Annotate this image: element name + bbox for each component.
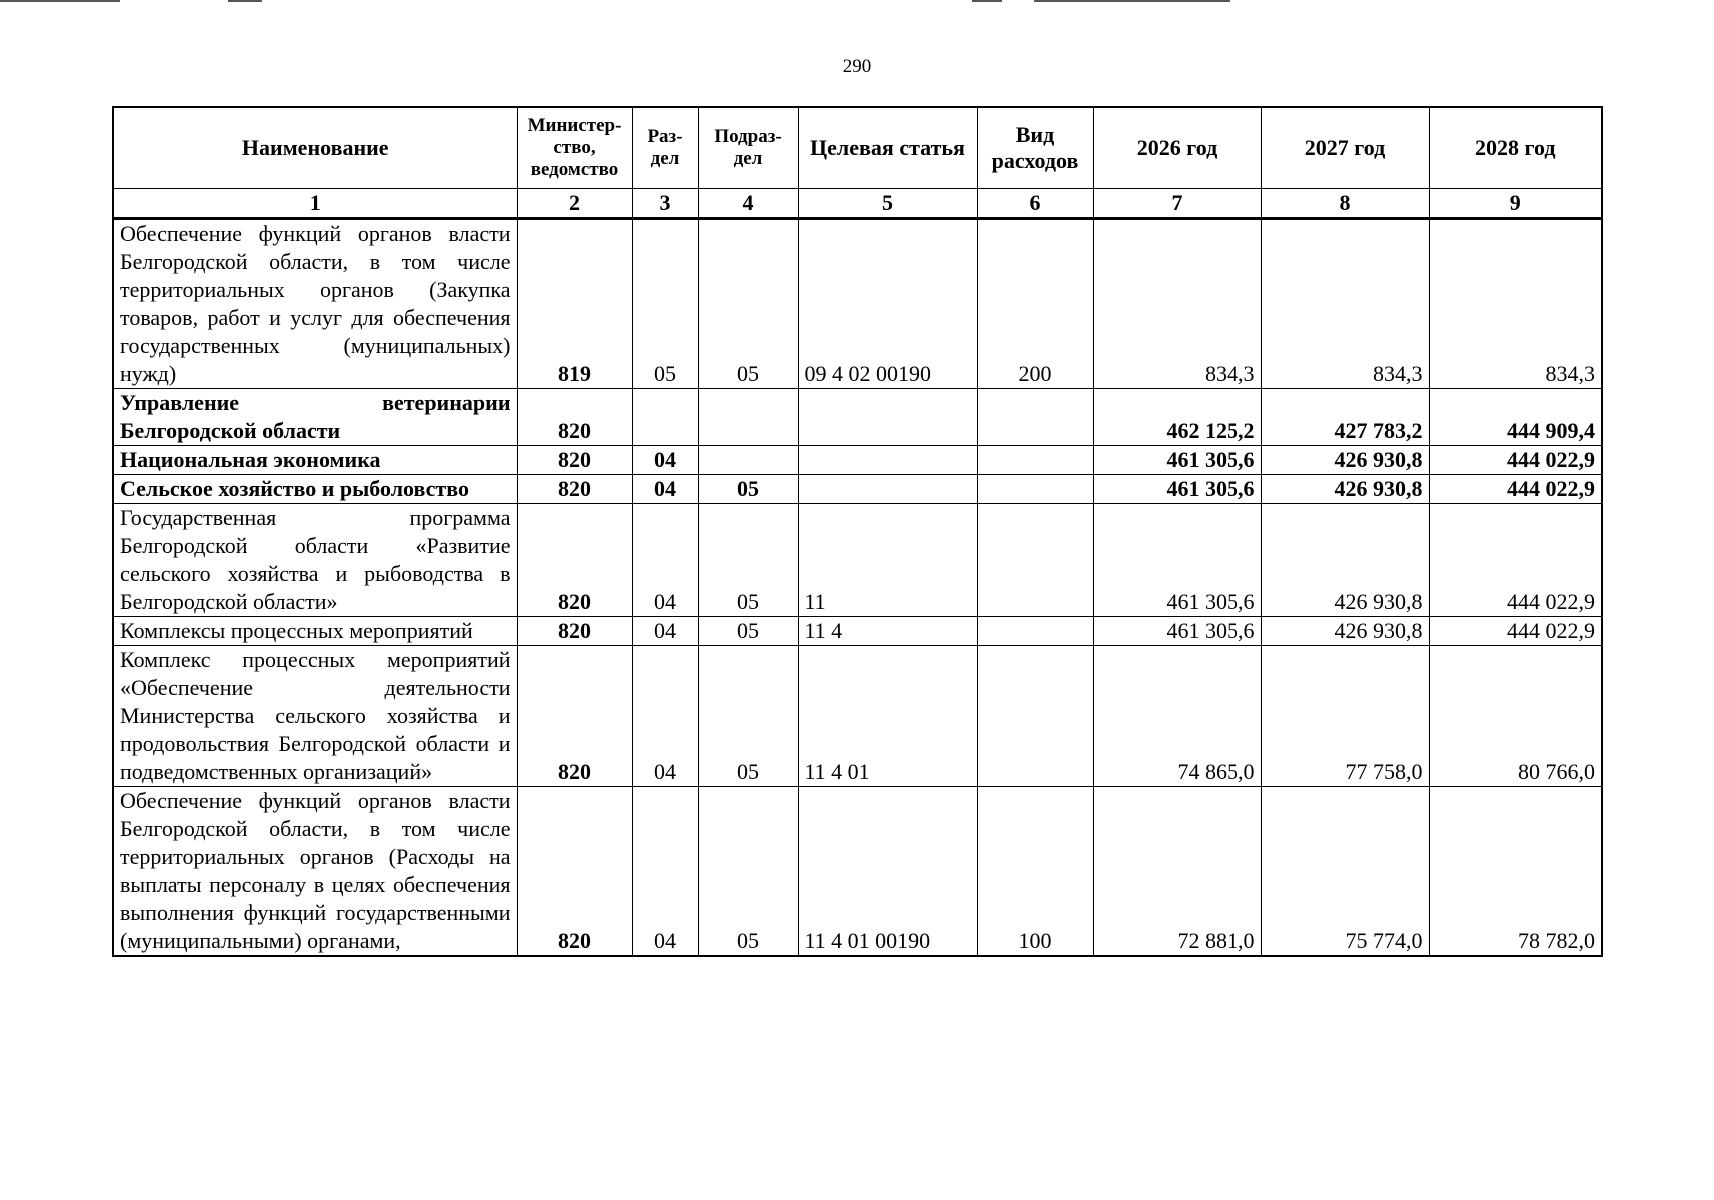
target-article-cell: 11 (798, 504, 977, 617)
amount-2026-cell: 74 865,0 (1093, 646, 1261, 787)
scan-edge-line (1034, 0, 1230, 2)
header-row (113, 107, 1602, 189)
scan-edge-line (228, 0, 262, 2)
amount-2026-cell: 461 305,6 (1093, 446, 1261, 475)
amount-2028-cell: 444 909,4 (1429, 389, 1602, 446)
amount-2026-cell: 72 881,0 (1093, 787, 1261, 957)
amount-2026-cell: 461 305,6 (1093, 475, 1261, 504)
section-cell: 04 (632, 617, 698, 646)
amount-2028-cell: 80 766,0 (1429, 646, 1602, 787)
target-article-cell (798, 389, 977, 446)
amount-2027-cell: 426 930,8 (1261, 475, 1429, 504)
row-name-cell: Национальная экономика (113, 446, 517, 475)
expense-type-cell (977, 475, 1093, 504)
subsection-cell: 05 (698, 475, 798, 504)
amount-2026-cell: 462 125,2 (1093, 389, 1261, 446)
subsection-cell: 05 (698, 617, 798, 646)
header-expense-type: Вид расходов (977, 107, 1093, 189)
column-number: 4 (698, 189, 798, 219)
ministry-cell: 820 (517, 504, 632, 617)
amount-2026-cell: 834,3 (1093, 219, 1261, 389)
table-row (113, 646, 1602, 787)
table-row (113, 787, 1602, 957)
expense-type-cell (977, 389, 1093, 446)
target-article-cell: 09 4 02 00190 (798, 219, 977, 389)
column-number: 2 (517, 189, 632, 219)
subsection-cell (698, 446, 798, 475)
amount-2028-cell: 444 022,9 (1429, 475, 1602, 504)
amount-2027-cell: 77 758,0 (1261, 646, 1429, 787)
expense-type-cell (977, 617, 1093, 646)
amount-2027-cell: 75 774,0 (1261, 787, 1429, 957)
scan-edge-line (0, 0, 120, 2)
header-2028: 2028 год (1429, 107, 1602, 189)
section-cell: 04 (632, 446, 698, 475)
page-number: 290 (842, 56, 872, 77)
amount-2028-cell: 444 022,9 (1429, 446, 1602, 475)
subsection-cell: 05 (698, 219, 798, 389)
ministry-cell: 820 (517, 446, 632, 475)
ministry-cell: 819 (517, 219, 632, 389)
column-number: 9 (1429, 189, 1602, 219)
target-article-cell: 11 4 (798, 617, 977, 646)
target-article-cell (798, 446, 977, 475)
header-section: Раз-дел (632, 107, 698, 189)
expense-type-cell (977, 446, 1093, 475)
section-cell: 04 (632, 787, 698, 957)
table-row (113, 504, 1602, 617)
subsection-cell: 05 (698, 787, 798, 957)
table-row (113, 617, 1602, 646)
ministry-cell: 820 (517, 617, 632, 646)
ministry-cell: 820 (517, 787, 632, 957)
amount-2027-cell: 426 930,8 (1261, 504, 1429, 617)
expense-type-cell: 100 (977, 787, 1093, 957)
header-name: Наименование (113, 107, 517, 189)
header-2026: 2026 год (1093, 107, 1261, 189)
table-row (113, 219, 1602, 389)
amount-2027-cell: 427 783,2 (1261, 389, 1429, 446)
amount-2028-cell: 444 022,9 (1429, 504, 1602, 617)
amount-2028-cell: 78 782,0 (1429, 787, 1602, 957)
expense-type-cell (977, 504, 1093, 617)
amount-2027-cell: 426 930,8 (1261, 446, 1429, 475)
column-number: 8 (1261, 189, 1429, 219)
table-row (113, 446, 1602, 475)
budget-table (112, 106, 1603, 957)
header-target: Целевая статья (798, 107, 977, 189)
expense-type-cell (977, 646, 1093, 787)
section-cell: 04 (632, 475, 698, 504)
subsection-cell (698, 389, 798, 446)
expense-type-cell: 200 (977, 219, 1093, 389)
ministry-cell: 820 (517, 475, 632, 504)
amount-2027-cell: 426 930,8 (1261, 617, 1429, 646)
row-name-cell: Обеспечение функций органов власти Белгородской области, в том числе территориальных органов (Расходы на выплаты персоналу в целях обеспечения выполнения функций государственными (муниципальными) органами, (113, 787, 517, 957)
section-cell: 04 (632, 504, 698, 617)
table-row (113, 475, 1602, 504)
target-article-cell: 11 4 01 00190 (798, 787, 977, 957)
column-number: 3 (632, 189, 698, 219)
section-cell: 04 (632, 646, 698, 787)
amount-2028-cell: 834,3 (1429, 219, 1602, 389)
row-name-cell: Комплексы процессных мероприятий (113, 617, 517, 646)
ministry-cell: 820 (517, 389, 632, 446)
section-cell (632, 389, 698, 446)
header-ministry: Министер-ство, ведомство (517, 107, 632, 189)
ministry-cell: 820 (517, 646, 632, 787)
column-number-row (113, 189, 1602, 219)
header-2027: 2027 год (1261, 107, 1429, 189)
section-cell: 05 (632, 219, 698, 389)
amount-2028-cell: 444 022,9 (1429, 617, 1602, 646)
row-name-cell: Сельское хозяйство и рыболовство (113, 475, 517, 504)
amount-2026-cell: 461 305,6 (1093, 617, 1261, 646)
subsection-cell: 05 (698, 646, 798, 787)
row-name-cell: Управление ветеринарии Белгородской области (113, 389, 517, 446)
header-subsection: Подраз-дел (698, 107, 798, 189)
target-article-cell (798, 475, 977, 504)
subsection-cell: 05 (698, 504, 798, 617)
column-number: 5 (798, 189, 977, 219)
column-number: 1 (113, 189, 517, 219)
target-article-cell: 11 4 01 (798, 646, 977, 787)
row-name-cell: Обеспечение функций органов власти Белгородской области, в том числе территориальных органов (Закупка товаров, работ и услуг для обеспечения государственных (муниципальных) нужд) (113, 219, 517, 389)
table-row (113, 389, 1602, 446)
row-name-cell: Комплекс процессных мероприятий «Обеспечение деятельности Министерства сельского хозяйства и продовольствия Белгородской области и подведомственных организаций» (113, 646, 517, 787)
column-number: 7 (1093, 189, 1261, 219)
row-name-cell: Государственная программа Белгородской области «Развитие сельского хозяйства и рыбоводства в Белгородской области» (113, 504, 517, 617)
amount-2027-cell: 834,3 (1261, 219, 1429, 389)
scan-edge-line (972, 0, 1002, 2)
amount-2026-cell: 461 305,6 (1093, 504, 1261, 617)
column-number: 6 (977, 189, 1093, 219)
